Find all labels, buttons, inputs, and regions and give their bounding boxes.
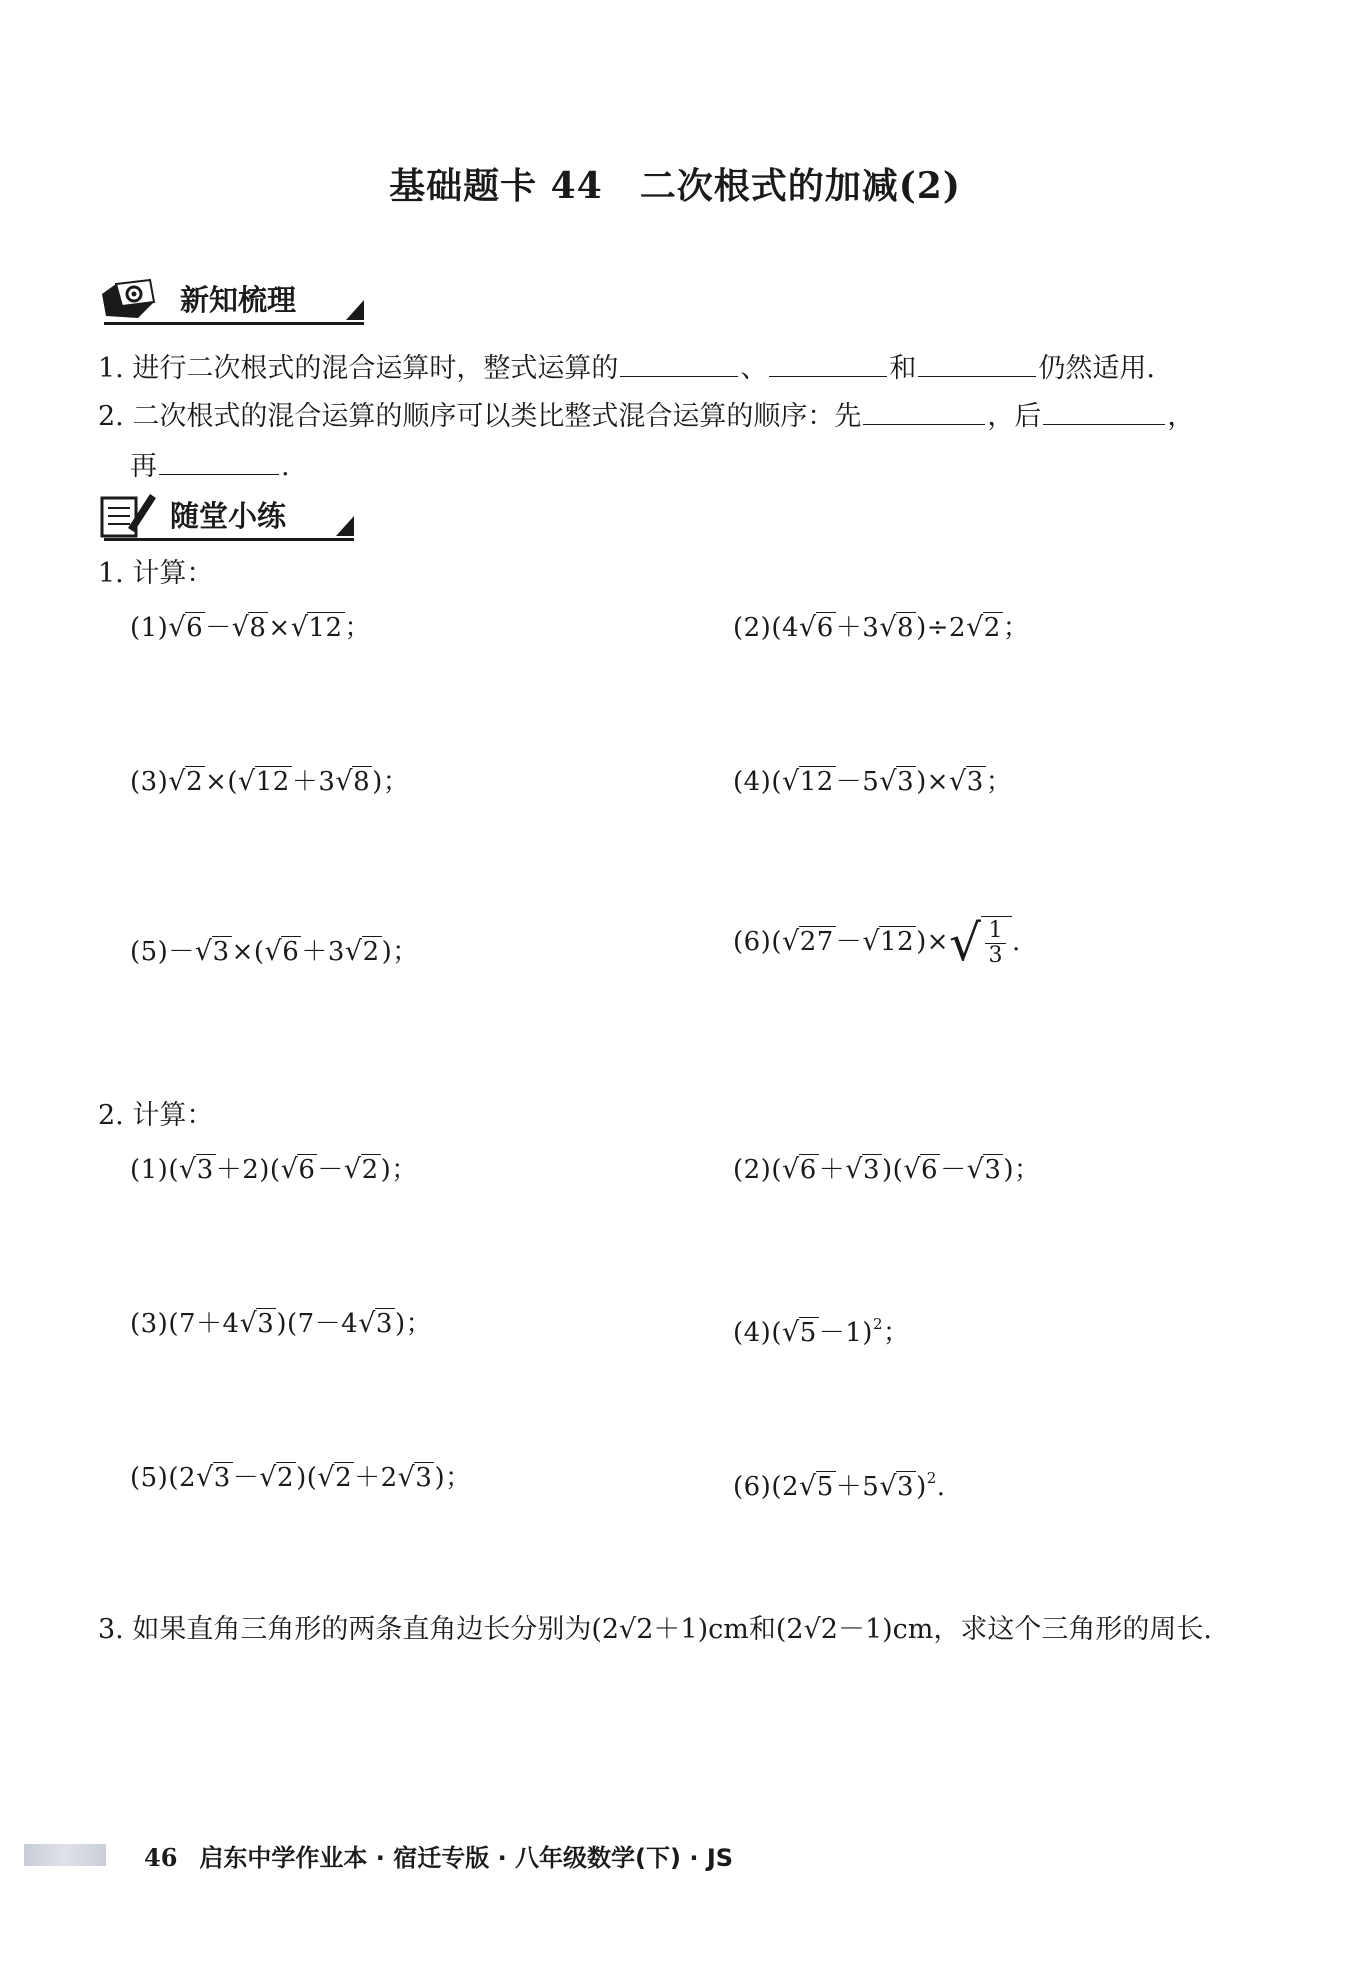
page-number: 46 [144, 1843, 178, 1872]
section-label: 新知梳理 [180, 283, 297, 317]
section-header-new-knowledge [98, 272, 364, 332]
question-2-heading: 2. 计算： [98, 1100, 214, 1131]
fill-blank [769, 344, 887, 377]
section-label: 随堂小练 [170, 499, 287, 533]
problem-2-5: (5)(2√3－√2)(√2＋2√3)； [130, 1462, 472, 1493]
notebook-pen-icon [98, 488, 158, 540]
fill-blank [918, 344, 1036, 377]
page-footer [144, 1838, 733, 1873]
problem-1-4: (4)(√12－5√3)×√3； [733, 766, 1013, 797]
problem-1-6: (6)(√27－√12)× √ $\frac{1}{3}$ . [733, 914, 1021, 972]
problem-2-1: (1)(√3＋2)(√6－√2)； [130, 1154, 418, 1185]
fill-blank [620, 344, 738, 377]
question-1-heading: 1. 计算： [98, 558, 214, 589]
section-header-practice [98, 488, 354, 548]
problem-2-6: $(6)(2√5+5√3)^2$. [733, 1469, 946, 1502]
fill-blank [863, 392, 985, 425]
footer-decor-strip [24, 1844, 106, 1866]
section-corner-triangle [336, 516, 354, 536]
knowledge-item-2: 2. 二次根式的混合运算的顺序可以类比整式混合运算的顺序：先 ，后 ， [98, 392, 1194, 437]
fill-blank [159, 442, 279, 475]
problem-2-4: $(4)(√5-1)^2$； [733, 1315, 910, 1348]
knowledge-item-2-cont: 再 . [130, 442, 290, 487]
section-underline [104, 538, 354, 541]
problem-2-3: (3)(7＋4√3)(7－4√3)； [130, 1308, 433, 1339]
problem-1-5: (5)－√3×(√6＋3√2)； [130, 936, 419, 967]
problem-1-3: (3)√2×(√12＋3√8)； [130, 766, 410, 797]
problem-1-1: (1)√6－√8×√12； [130, 612, 372, 643]
question-3: 3. 如果直角三角形的两条直角边长分别为(2√2＋1)cm和(2√2－1)cm，求这个三角形的周长. [98, 1614, 1212, 1645]
page-title: 基础题卡 44 二次根式的加减(2) [389, 165, 961, 207]
section-corner-triangle [346, 300, 364, 320]
section-underline [104, 322, 364, 325]
problem-1-2: (2)(4√6＋3√8)÷2√2； [733, 612, 1030, 643]
fill-blank [1043, 392, 1165, 425]
footer-text: 启东中学作业本 · 宿迁专版 · 八年级数学(下) · JS [199, 1844, 734, 1872]
knowledge-item-1: 1. 进行二次根式的混合运算时，整式运算的 、 和 仍然适用. [98, 344, 1155, 389]
book-icon [98, 272, 158, 324]
problem-2-2: (2)(√6＋√3)(√6－√3)； [733, 1154, 1041, 1185]
